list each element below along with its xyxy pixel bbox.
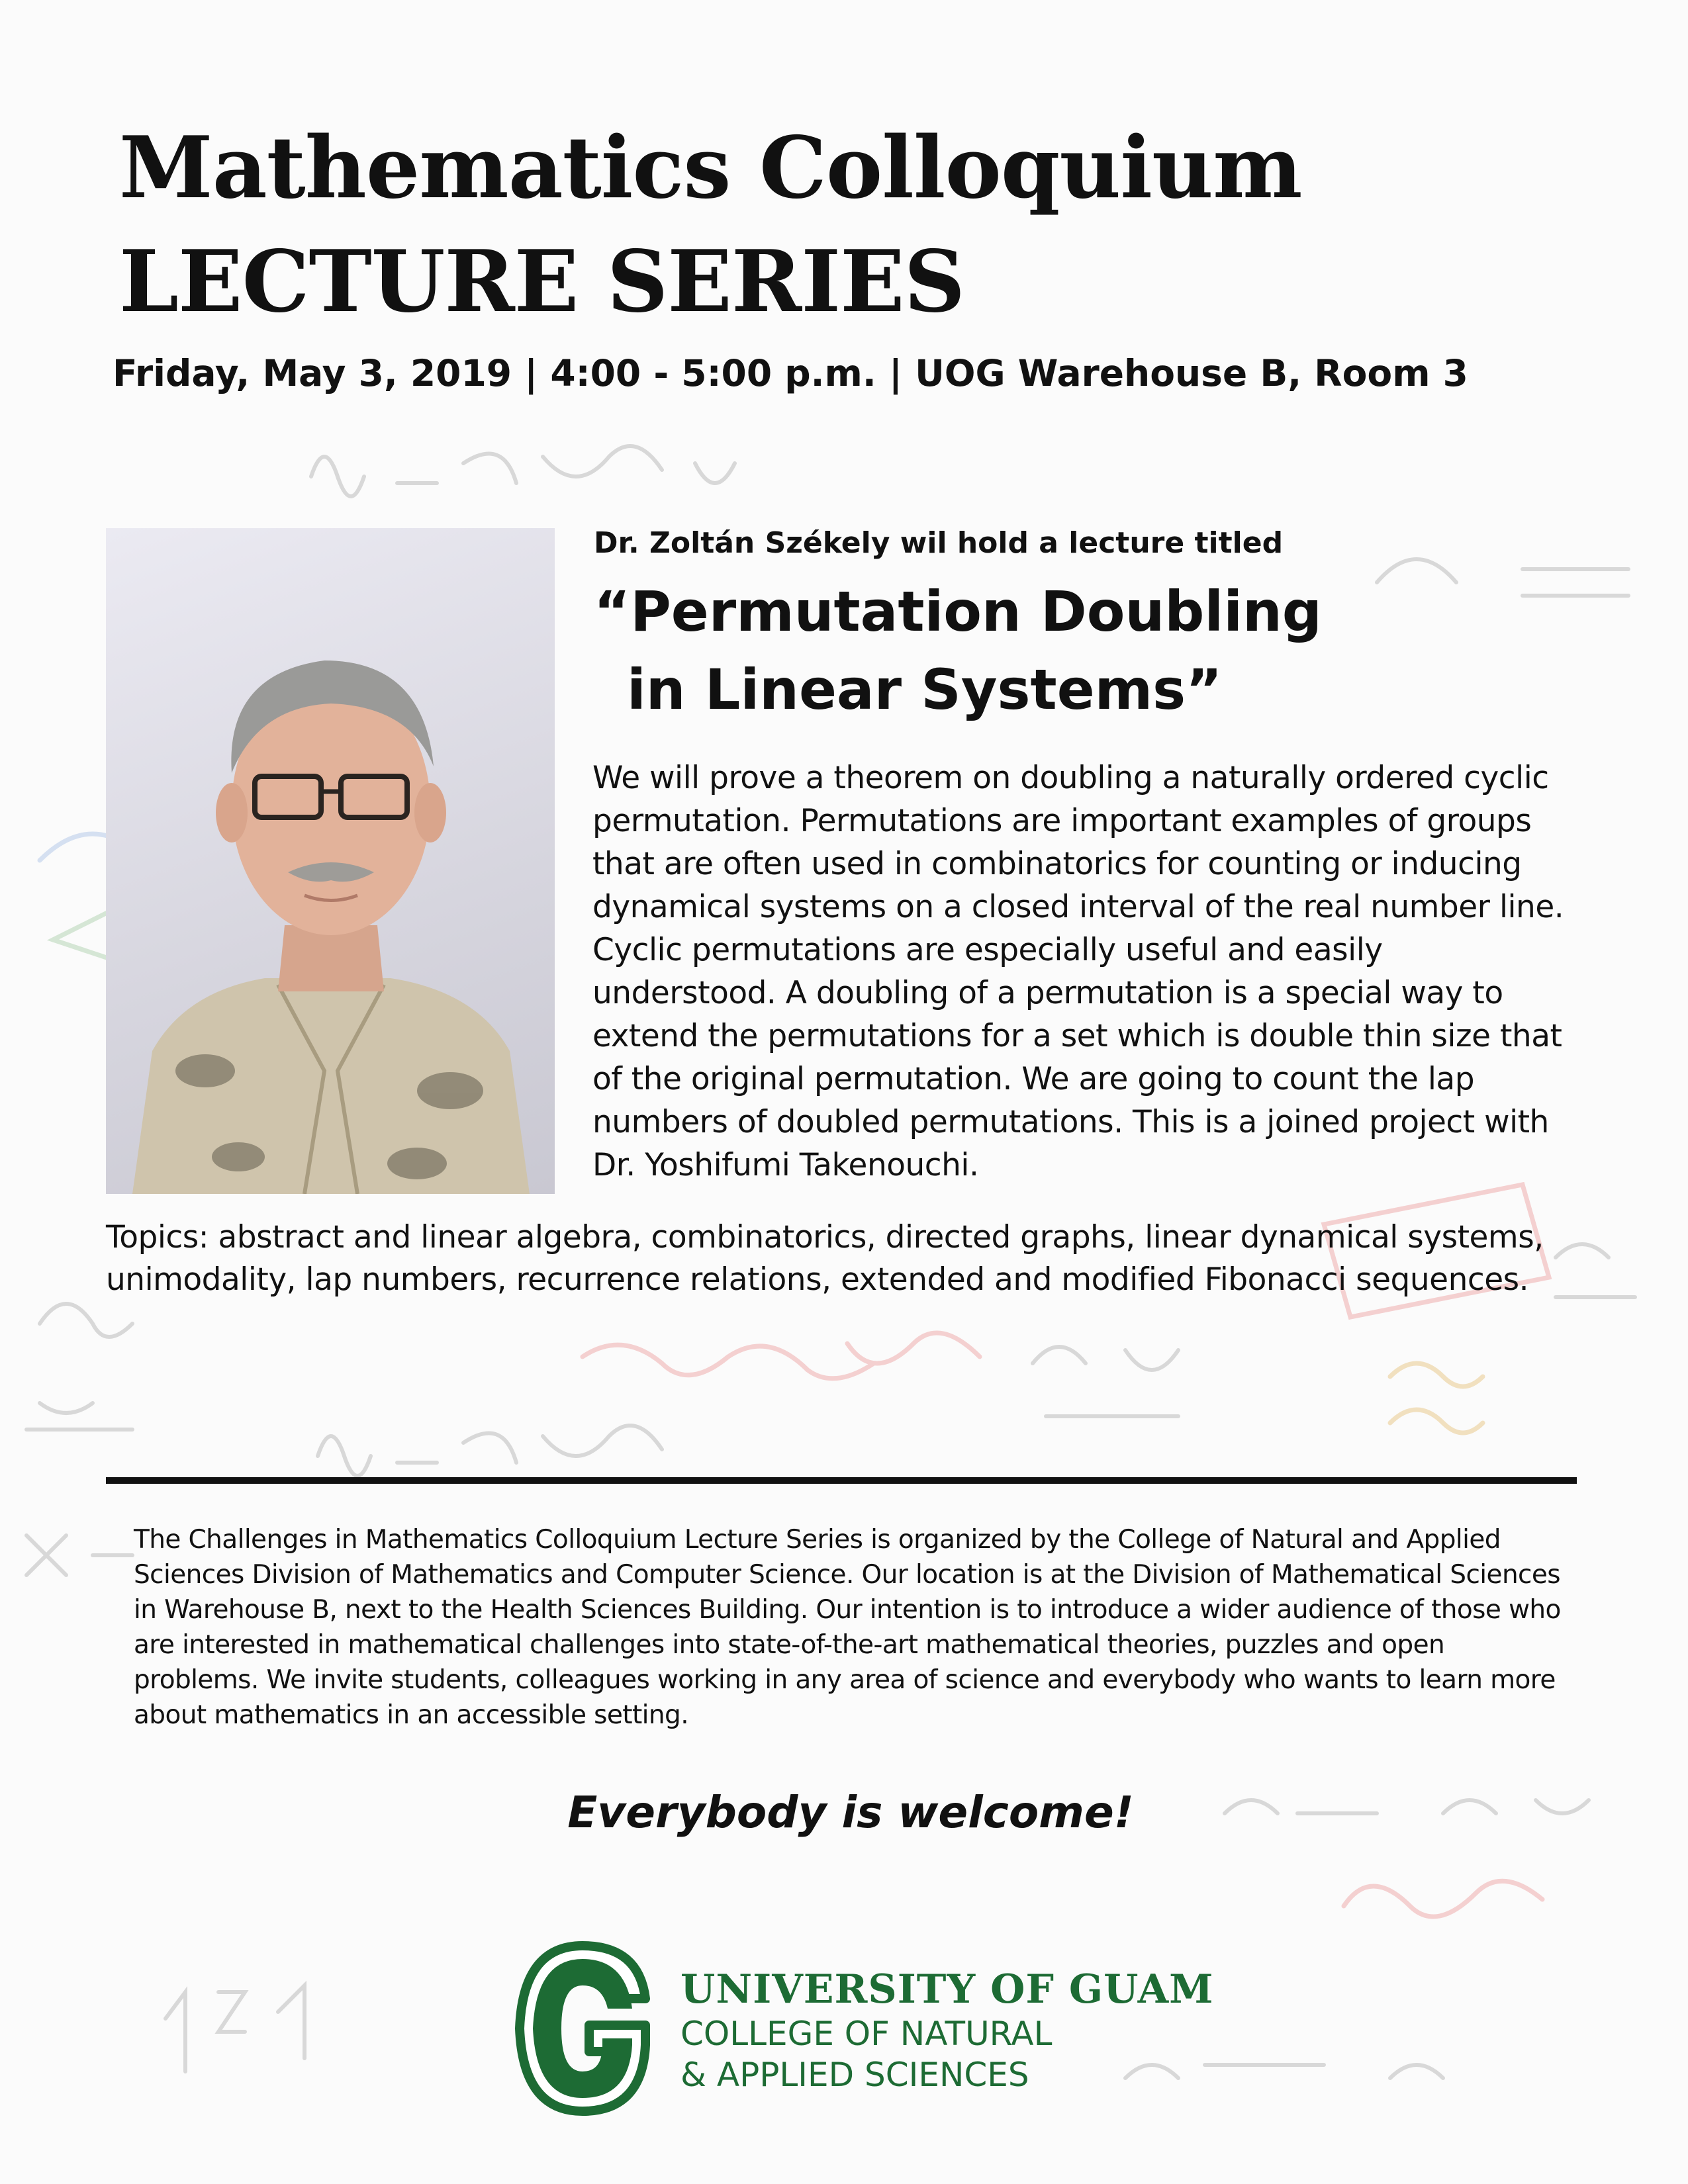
title-line-1: Mathematics Colloquium (119, 118, 1302, 218)
section-divider (106, 1477, 1577, 1484)
welcome-message: Everybody is welcome! (567, 1787, 1134, 1838)
university-logo-text (680, 1966, 1214, 2095)
lecture-topics: Topics: abstract and linear algebra, combinatorics, directed graphs, linear dynamical systems, unimodality, lap numbers, recurrence relations, extended and modified Fibonacci sequences. (106, 1219, 1544, 1298)
speaker-photo (106, 528, 555, 1194)
lecture-lead-in: Dr. Zoltán Székely wil hold a lecture titled (594, 526, 1284, 560)
college-name-line-2: & APPLIED SCIENCES (680, 2056, 1029, 2094)
speaker-portrait-illustration (106, 528, 555, 1194)
series-description: The Challenges in Mathematics Colloquium Lecture Series is organized by the College of Natural and Applied Sciences Division of Mathematics and Computer Science. Our location is at the Division of Mathematical Sciences in Warehouse B, next to the Health Sciences Building. Our intention is to introduce a wider audience of those who are interested in mathematical challenges into state-of-the-art mathematical theories, puzzles and open problems. We invite students, colleagues working in any area of science and everybody who wants to learn more about mathematics in an accessible setting. (134, 1525, 1561, 1730)
lecture-abstract: We will prove a theorem on doubling a naturally ordered cyclic permutation. Permutations are important examples of groups that are often used in combinatorics for counting or inducing dynamical systems on a closed interval of the real number line. Cyclic permutations are especially useful and easily understood. A doubling of a permutation is a special way to extend the permutations for a set which is double thin size that of the original permutation. We are going to count the lap numbers of doubled permutations. This is a joined project with Dr. Yoshifumi Takenouchi. (592, 760, 1564, 1183)
event-date-time-location: Friday, May 3, 2019 | 4:00 - 5:00 p.m. | UOG Warehouse B, Room 3 (113, 352, 1468, 394)
lecture-title (594, 572, 1454, 729)
lecture-title-line-1: “Permutation Doubling (594, 579, 1322, 644)
college-name-line-1: COLLEGE OF NATURAL (680, 2015, 1053, 2053)
university-g-logo-icon (510, 1939, 655, 2118)
lecture-title-line-2: in Linear Systems” (627, 657, 1223, 722)
title-line-2: LECTURE SERIES (119, 232, 965, 332)
poster-title (119, 111, 1302, 339)
university-name: UNIVERSITY OF GUAM (680, 1966, 1214, 2013)
